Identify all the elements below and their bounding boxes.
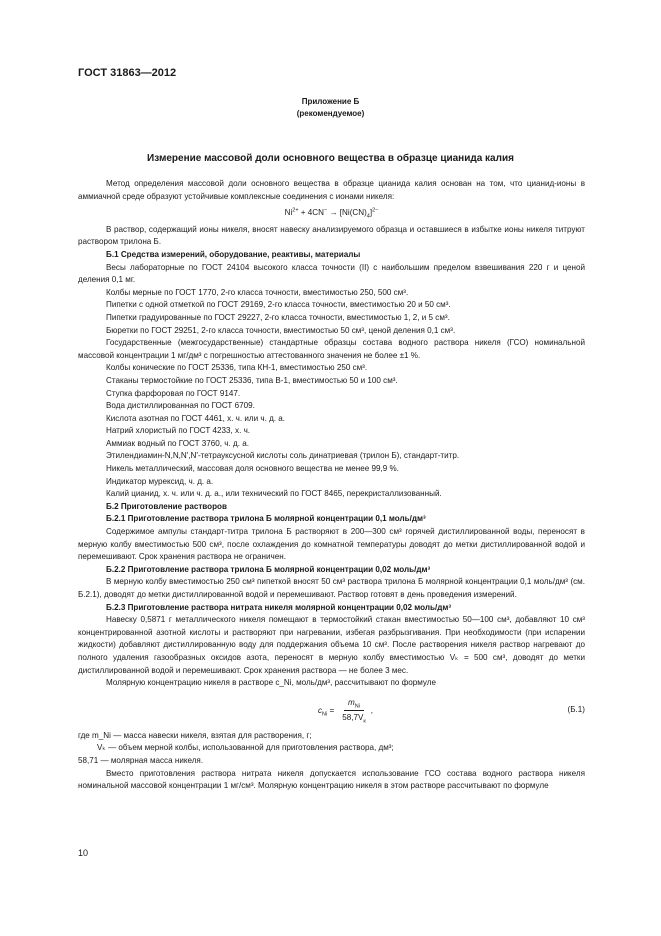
list-item: Бюретки по ГОСТ 29251, 2-го класса точности, вместимостью 50 см³, ценой деления 0,1 см³. bbox=[106, 325, 456, 335]
formula-b1 bbox=[78, 695, 585, 725]
section-b2-heading: Б.2 Приготовление растворов bbox=[106, 501, 227, 511]
list-item: Индикатор мурексид, ч. д. а. bbox=[106, 476, 214, 486]
list-item: Государственные (межгосударственные) стандартные образцы состава водного раствора никеля (ГСО) номинальной массовой концентрации 1 мг/дм³ с погрешностью аттестованного значения не более ±1 %. bbox=[78, 338, 585, 360]
reaction-equation bbox=[78, 207, 585, 220]
list-item: Ступка фарфоровая по ГОСТ 9147. bbox=[106, 388, 241, 398]
where-block bbox=[78, 730, 585, 768]
reaction-complex: [Ni(CN) bbox=[339, 208, 367, 218]
standard-header: ГОСТ 31863—2012 bbox=[78, 67, 177, 79]
list-item: Натрий хлористый по ГОСТ 4233, х. ч. bbox=[106, 426, 251, 436]
reaction-complex-end: ] bbox=[369, 208, 373, 218]
section-b21-heading: Б.2.1 Приготовление раствора трилона Б молярной концентрации 0,1 моль/дм³ bbox=[106, 514, 426, 524]
formula-number: (Б.1) bbox=[567, 704, 585, 714]
list-item: Этилендиамин-N,N,N',N'-тетрауксусной кислоты соль динатриевая (трилон Б), стандарт-титр. bbox=[106, 451, 460, 461]
formula-lhs: $c_{Ni}$ = bbox=[318, 705, 335, 718]
list-item: Аммиак водный по ГОСТ 3760, ч. д. а. bbox=[106, 438, 249, 448]
list-item: Пипетки градуированные по ГОСТ 29227, 2-го класса точности, вместимостью 1, 2, и 5 см³. bbox=[106, 312, 450, 322]
final-paragraph: Вместо приготовления раствора нитрата никеля допускается использование ГСО состава водного раствора никеля номинальной массовой концентрации 1 мг/см³. Молярную концентрацию никеля в этом растворе рассчитывают по формуле bbox=[78, 768, 585, 791]
list-item: Калий цианид, х. ч. или ч. д. а., или технический по ГОСТ 8465, перекристаллизованный. bbox=[106, 489, 442, 499]
list-item: Колбы мерные по ГОСТ 1770, 2-го класса точности, вместимостью 250, 500 см³. bbox=[106, 287, 409, 297]
section-b1-heading: Б.1 Средства измерений, оборудование, реактивы, материалы bbox=[106, 249, 361, 259]
list-item: Кислота азотная по ГОСТ 4461, х. ч. или ч. д. а. bbox=[106, 413, 286, 423]
section-b22-heading: Б.2.2 Приготовление раствора трилона Б молярной концентрации 0,02 моль/дм³ bbox=[106, 564, 431, 574]
paragraph-2: В раствор, содержащий ионы никеля, вносят навеску анализируемого образца и оставшиеся в избытке ионы никеля титруют раствором трилона Б. bbox=[78, 224, 585, 247]
formula-comma: , bbox=[370, 705, 374, 715]
where-line: 58,71 — молярная масса никеля. bbox=[78, 755, 204, 765]
page-number: 10 bbox=[78, 848, 89, 858]
section-b23-text: Навеску 0,5871 г металлического никеля помещают в термостойкий стакан вместимостью 50—100 см³, добавляют 10 см³ концентрированной азотной кислоты и растворяют при нагревании, избегая разбрызгивания. При необходимости (при испарении жидкости) добавляют дистиллированную воду для поддержания объема 10 см³. После растворения никеля раствор нагревают до полного удаления газообразных оксидов азота, переносят в мерную колбу вместимостью Vₖ = 500 см³, доводят до метки дистиллированной водой и перемешивают. Срок хранения раствора — не более 3 мес. bbox=[78, 615, 585, 675]
list-item: Стаканы термостойкие по ГОСТ 25336, типа В-1, вместимостью 50 и 100 см³. bbox=[106, 375, 398, 385]
list-item: Вода дистиллированная по ГОСТ 6709. bbox=[106, 401, 255, 411]
reaction-nickel-charge: 2+ bbox=[292, 207, 299, 214]
document-body bbox=[78, 178, 585, 793]
formula-numerator: $m_{Ni}$ bbox=[344, 697, 364, 712]
reaction-cyanide-charge: − bbox=[323, 207, 328, 214]
reaction-complex-charge: 2− bbox=[372, 207, 379, 214]
section-b21-text: Содержимое ампулы стандарт-титра трилона Б растворяют в 200—300 см³ горячей дистиллированной воды, переносят в мерную колбу вместимостью 500 см³, после охлаждения до комнатной температуры доводят до метки дистиллированной водой и перемешивают. Срок хранения раствора не ограничен. bbox=[78, 527, 585, 562]
where-line: где m_Ni — масса навески никеля, взятая для растворения, г; bbox=[78, 730, 312, 740]
section-b22-text: В мерную колбу вместимостью 250 см³ пипеткой вносят 50 см³ раствора трилона Б молярной концентрации 0,1 моль/дм³ (см. Б.2.1), доводят до метки дистиллированной водой и перемешивают. Раствор готовят в день проведения измерений. bbox=[78, 577, 585, 599]
intro-paragraph: Метод определения массовой доли основного вещества в образце цианида калия основан на том, что цианид-ионы в аммиачной среде образуют устойчивые комплексные соединения с ионами никеля: bbox=[78, 179, 585, 201]
formula-fraction bbox=[338, 697, 370, 725]
where-line: Vₖ — объем мерной колбы, использованной для приготовления раствора, дм³; bbox=[97, 743, 394, 753]
list-item: Никель металлический, массовая доля основного вещества не менее 99,9 %. bbox=[106, 464, 399, 474]
document-title: Измерение массовой доли основного вещества в образце цианида калия bbox=[147, 153, 514, 164]
reaction-cyanide: + 4CN bbox=[298, 208, 324, 218]
formula-denominator: $58,7V_к$ bbox=[342, 713, 366, 725]
list-item: Весы лабораторные по ГОСТ 24104 высокого класса точности (II) с наибольшим пределом взвешивания 220 г и ценой деления 0,1 мг. bbox=[78, 262, 585, 285]
molar-intro: Молярную концентрацию никеля в растворе c_Ni, моль/дм³, рассчитывают по формуле bbox=[106, 678, 436, 688]
list-item: Пипетки с одной отметкой по ГОСТ 29169, 2-го класса точности, вместимостью 20 и 50 см³. bbox=[106, 300, 451, 310]
reaction-nickel: Ni bbox=[284, 208, 293, 218]
appendix-title: Приложение Б bbox=[301, 97, 360, 106]
list-item: Колбы конические по ГОСТ 25336, типа КН-1, вместимостью 250 см³. bbox=[106, 363, 368, 373]
section-b23-heading: Б.2.3 Приготовление раствора нитрата никеля молярной концентрации 0,02 моль/дм³ bbox=[106, 602, 452, 612]
reaction-arrow: → bbox=[327, 208, 340, 218]
reaction-complex-index: 4 bbox=[366, 213, 370, 220]
appendix-note: (рекомендуемое) bbox=[296, 109, 365, 118]
